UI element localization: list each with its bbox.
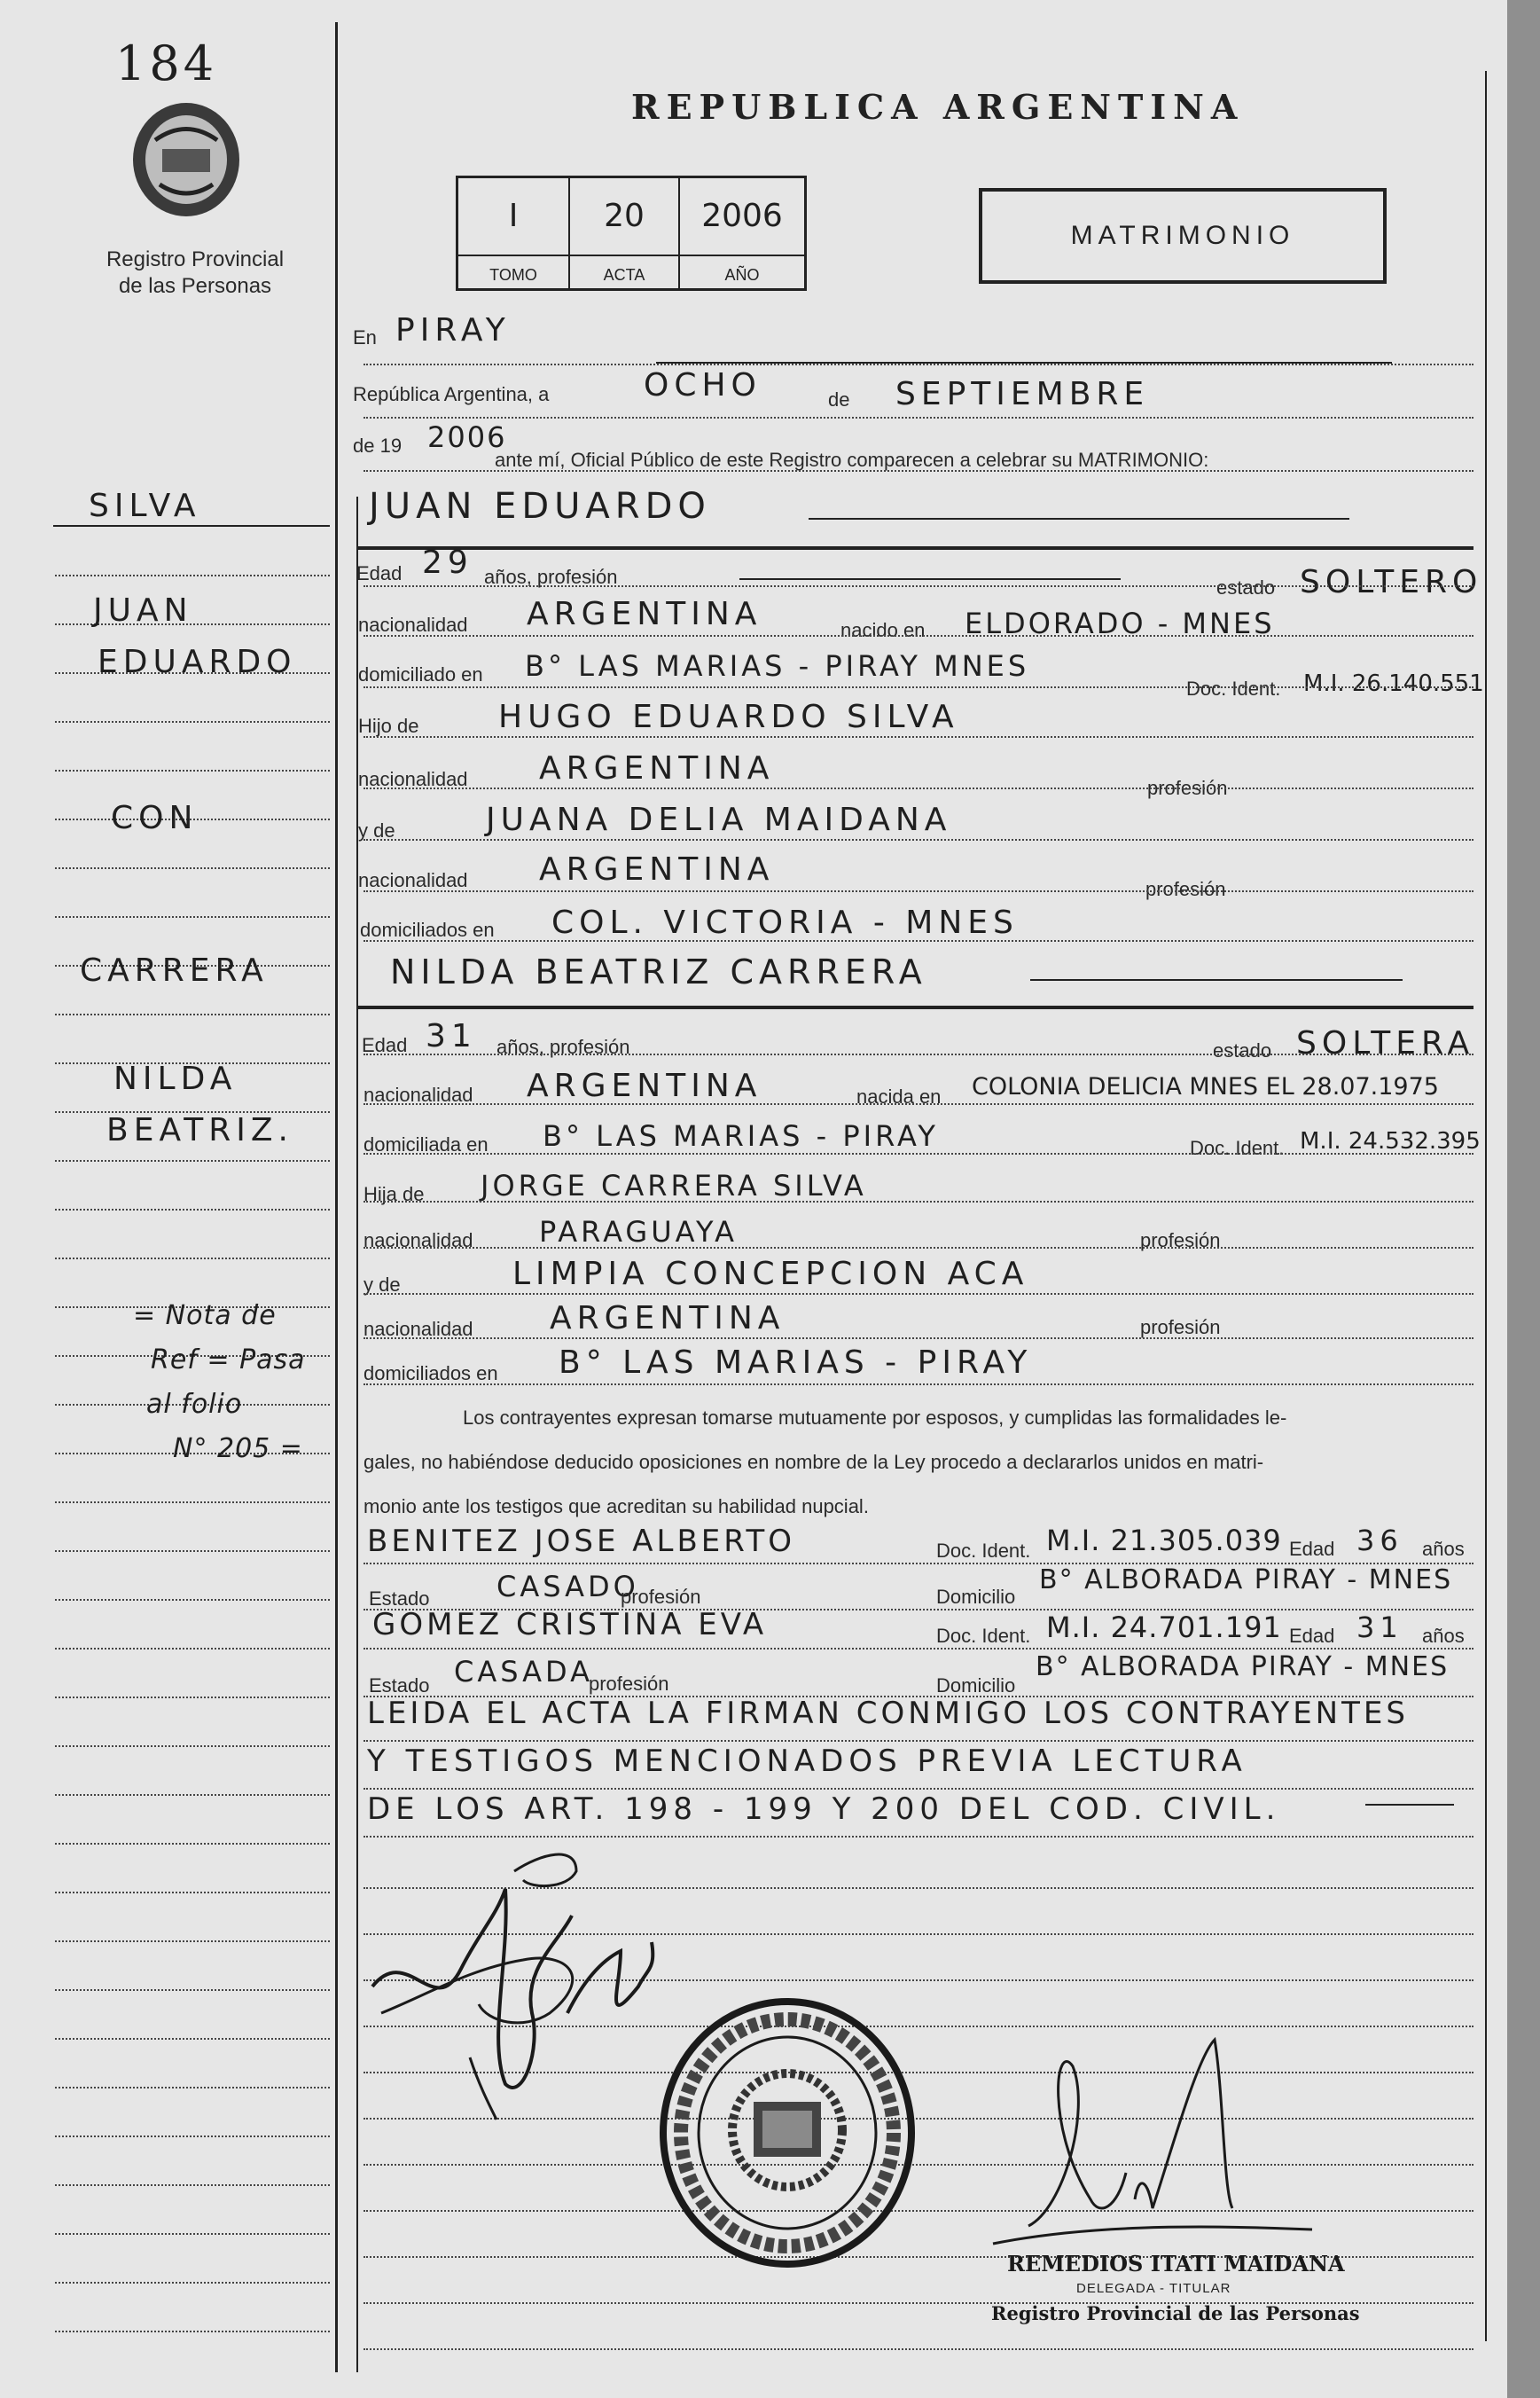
bride-nacionalidad: ARGENTINA xyxy=(527,1068,762,1104)
bride-madre-nac: ARGENTINA xyxy=(550,1300,786,1336)
witness-2-profesion-label: profesión xyxy=(589,1673,669,1695)
margin-note-3: al folio xyxy=(146,1389,243,1420)
margin-given-groom-1: JUAN xyxy=(93,592,193,629)
body-ruling-line xyxy=(364,1293,1474,1295)
margin-given-bride-1: NILDA xyxy=(113,1061,238,1097)
margin-ruling-line xyxy=(55,1745,330,1747)
bride-hija-label: Hija de xyxy=(364,1183,425,1205)
bride-estado: SOLTERA xyxy=(1296,1025,1475,1062)
margin-ruling-line xyxy=(55,1843,330,1845)
witness-1-edad: 36 xyxy=(1356,1524,1403,1557)
day-value: OCHO xyxy=(644,367,762,404)
groom-name: JUAN EDUARDO xyxy=(369,486,711,527)
bride-padre-nac-label: nacionalidad xyxy=(364,1229,473,1251)
official-signature xyxy=(958,2031,1330,2253)
groom-profesion-label: años, profesión xyxy=(484,566,618,588)
margin-ruling-line xyxy=(55,1648,330,1650)
contractants-signatures xyxy=(355,1836,674,2128)
bride-edad: 31 xyxy=(426,1018,477,1054)
body-ruling-line xyxy=(364,1247,1474,1249)
margin-connector: CON xyxy=(111,800,199,836)
margin-note-2: Ref = Pasa xyxy=(151,1344,306,1375)
margin-ruling-line xyxy=(55,2184,330,2186)
witness-2-estado-label: Estado xyxy=(369,1674,430,1697)
body-ruling-line xyxy=(364,364,1474,365)
bride-padres-domicilio: B° LAS MARIAS - PIRAY xyxy=(559,1344,1033,1381)
margin-ruling-line xyxy=(55,1892,330,1893)
republic-label: República Argentina, a xyxy=(353,383,550,405)
witness-1-anos-label: años xyxy=(1422,1538,1465,1560)
groom-domicilio-label: domiciliado en xyxy=(358,663,483,686)
bride-estado-label: estado xyxy=(1213,1039,1272,1062)
closing-dash xyxy=(1365,1804,1454,1806)
groom-estado: SOLTERO xyxy=(1300,564,1483,600)
body-ruling-line xyxy=(364,940,1474,942)
official-office: Registro Provincial de las Personas xyxy=(991,2302,1360,2324)
groom-estado-label: estado xyxy=(1216,576,1276,599)
margin-ruling-line xyxy=(55,2087,330,2088)
margin-ruling-line xyxy=(55,2038,330,2040)
body-ruling-line xyxy=(364,2348,1474,2350)
groom-padres-domicilio-label: domiciliados en xyxy=(360,919,495,941)
record-id-box xyxy=(456,176,807,291)
bride-edad-label: Edad xyxy=(362,1034,408,1056)
bride-madre-profesion-label: profesión xyxy=(1140,1316,1221,1338)
place-value: PIRAY xyxy=(395,312,511,349)
bride-doc: M.I. 24.532.395 xyxy=(1300,1128,1481,1155)
margin-note-4: N° 205 = xyxy=(173,1433,303,1464)
margin-ruling-line xyxy=(55,2282,330,2284)
year-value: 2006 xyxy=(427,420,507,454)
groom-nac-label: nacionalidad xyxy=(358,614,468,636)
official-role: DELEGADA - TITULAR xyxy=(1076,2281,1231,2296)
tomo-label: TOMO xyxy=(489,266,537,284)
document-type-box: MATRIMONIO xyxy=(979,188,1387,284)
groom-edad-label: Edad xyxy=(356,562,403,584)
official-stamp-icon xyxy=(654,1995,920,2270)
margin-ruling-line xyxy=(55,1258,330,1259)
bride-madre-nac-label: nacionalidad xyxy=(364,1318,473,1340)
label-divider xyxy=(458,255,804,256)
groom-madre-nac-label: nacionalidad xyxy=(358,869,468,891)
body-ruling-line xyxy=(364,788,1474,789)
declaration-line-1: Los contrayentes expresan tomarse mutuamente por esposos, y cumplidas las formalidades le- xyxy=(463,1407,1287,1429)
year-prefix: de 19 xyxy=(353,435,403,457)
margin-ruling-line xyxy=(55,1160,330,1162)
en-label: En xyxy=(353,326,377,349)
tomo-cell xyxy=(458,178,570,288)
body-ruling-line xyxy=(364,417,1474,419)
bride-madre: LIMPIA CONCEPCION ACA xyxy=(512,1256,1029,1292)
witness-2-domicilio: B° ALBORADA PIRAY - MNES xyxy=(1036,1651,1450,1682)
declaration-line-3: monio ante los testigos que acreditan su habilidad nupcial. xyxy=(364,1495,869,1517)
margin-ruling-line xyxy=(55,2233,330,2235)
month-value: SEPTIEMBRE xyxy=(895,376,1150,412)
groom-padre-nac: ARGENTINA xyxy=(539,750,775,787)
margin-ruling-line xyxy=(55,2135,330,2137)
groom-madre-nac: ARGENTINA xyxy=(539,851,775,888)
acta-cell xyxy=(570,178,680,288)
ano-label: AÑO xyxy=(724,266,760,284)
groom-madre: JUANA DELIA MAIDANA xyxy=(486,802,952,838)
acta-label: ACTA xyxy=(603,266,645,284)
groom-nacido-label: nacido en xyxy=(840,619,926,641)
section-rule xyxy=(358,546,1474,550)
bride-domicilio-label: domiciliada en xyxy=(364,1133,489,1156)
witness-2-edad-label: Edad xyxy=(1289,1625,1335,1647)
body-ruling-line xyxy=(364,686,1474,688)
folio-number: 184 xyxy=(115,35,218,91)
body-ruling-line xyxy=(364,1383,1474,1385)
declaration-line-2: gales, no habiéndose deducido oposiciones en nombre de la Ley procedo a declararlos unidos en matri- xyxy=(364,1451,1264,1473)
groom-nacionalidad: ARGENTINA xyxy=(527,596,762,632)
body-ruling-line xyxy=(364,470,1474,472)
margin-ruling-line xyxy=(55,1014,330,1015)
margin-ruling-line xyxy=(55,867,330,869)
groom-doc: M.I. 26.140.551 xyxy=(1303,670,1484,697)
tomo-value: I xyxy=(508,198,519,234)
bride-nacida-en: COLONIA DELICIA MNES EL 28.07.1975 xyxy=(972,1073,1439,1101)
witness-1-profesion-label: profesión xyxy=(621,1586,701,1608)
witness-1-estado: CASADO xyxy=(496,1570,639,1603)
groom-padre-profesion-label: profesión xyxy=(1147,777,1228,799)
bride-yde-label: y de xyxy=(364,1273,401,1296)
provincial-seal-icon xyxy=(129,96,244,220)
margin-ruling-line xyxy=(55,1550,330,1552)
intro-statement: ante mí, Oficial Público de este Registro comparecen a celebrar su MATRIMONIO: xyxy=(495,449,1209,471)
witness-1-name: BENITEZ JOSE ALBERTO xyxy=(367,1524,795,1559)
country-title: REPUBLICA ARGENTINA xyxy=(631,87,1245,127)
body-ruling-line xyxy=(364,1696,1474,1697)
body-right-rule xyxy=(1485,71,1487,2341)
groom-edad: 29 xyxy=(422,545,473,581)
section-rule xyxy=(358,1006,1474,1009)
bride-padre: JORGE CARRERA SILVA xyxy=(481,1169,867,1203)
closing-line-3: DE LOS ART. 198 - 199 Y 200 DEL COD. CIVIL. xyxy=(367,1791,1281,1827)
margin-ruling-line xyxy=(55,575,330,576)
groom-padres-domicilio: COL. VICTORIA - MNES xyxy=(551,905,1019,941)
body-ruling-line xyxy=(364,1337,1474,1339)
bride-padre-nac: PARAGUAYA xyxy=(539,1215,738,1249)
bride-profesion-label: años, profesión xyxy=(496,1036,630,1058)
bride-padres-domicilio-label: domiciliados en xyxy=(364,1362,498,1384)
bride-padre-profesion-label: profesión xyxy=(1140,1229,1221,1251)
witness-2-edad: 31 xyxy=(1356,1610,1403,1644)
body-ruling-line xyxy=(364,635,1474,637)
ano-value: 2006 xyxy=(701,198,783,234)
margin-separator xyxy=(335,22,338,2372)
body-ruling-line xyxy=(364,1103,1474,1105)
margin-ruling-line xyxy=(55,1794,330,1796)
margin-ruling-line xyxy=(55,1209,330,1211)
margin-ruling-line xyxy=(55,1697,330,1698)
margin-ruling-line xyxy=(55,1989,330,1991)
body-ruling-line xyxy=(364,585,1474,587)
margin-ruling-line xyxy=(55,916,330,918)
groom-madre-profesion-label: profesión xyxy=(1145,878,1226,900)
ano-cell xyxy=(680,178,804,288)
body-ruling-line xyxy=(364,890,1474,892)
margin-surname-bride: CARRERA xyxy=(80,952,269,989)
closing-line-1: LEIDA EL ACTA LA FIRMAN CONMIGO LOS CONTRAYENTES xyxy=(367,1696,1409,1731)
witness-2-domicilio-label: Domicilio xyxy=(936,1674,1016,1697)
month-de-label: de xyxy=(828,388,850,411)
witness-2-estado: CASADA xyxy=(454,1655,593,1689)
witness-1-doc: M.I. 21.305.039 xyxy=(1046,1524,1282,1557)
bride-domicilio: B° LAS MARIAS - PIRAY xyxy=(543,1119,939,1153)
witness-1-doc-label: Doc. Ident. xyxy=(936,1540,1031,1562)
margin-underline xyxy=(53,525,330,527)
official-name: REMEDIOS ITATI MAIDANA xyxy=(1007,2251,1345,2277)
registry-name: Registro Provincial de las Personas xyxy=(106,247,285,298)
margin-surname-groom: SILVA xyxy=(89,488,201,524)
bride-name: NILDA BEATRIZ CARRERA xyxy=(390,952,927,991)
groom-nacido-en: ELDORADO - MNES xyxy=(965,607,1275,640)
groom-hijo-label: Hijo de xyxy=(358,715,419,737)
body-ruling-line xyxy=(364,839,1474,841)
margin-ruling-line xyxy=(55,1501,330,1503)
body-ruling-line xyxy=(364,1788,1474,1790)
margin-ruling-line xyxy=(55,721,330,723)
groom-padre: HUGO EDUARDO SILVA xyxy=(498,699,959,735)
witness-2-name: GOMEZ CRISTINA EVA xyxy=(372,1607,768,1642)
margin-ruling-line xyxy=(55,2331,330,2332)
body-ruling-line xyxy=(364,1201,1474,1203)
fill-line xyxy=(809,518,1349,520)
margin-note-1: = Nota de xyxy=(133,1300,277,1331)
fill-line xyxy=(1030,979,1403,981)
groom-yde-label: y de xyxy=(358,819,395,842)
bride-nac-label: nacionalidad xyxy=(364,1084,473,1106)
margin-given-groom-2: EDUARDO xyxy=(98,644,297,680)
body-ruling-line xyxy=(364,1563,1474,1564)
body-ruling-line xyxy=(364,1648,1474,1650)
witness-2-anos-label: años xyxy=(1422,1625,1465,1647)
witness-2-doc-label: Doc. Ident. xyxy=(936,1625,1031,1647)
margin-ruling-line xyxy=(55,770,330,772)
groom-doc-label: Doc. Ident. xyxy=(1186,678,1281,700)
bride-nacida-label: nacida en xyxy=(856,1085,942,1108)
witness-1-domicilio-label: Domicilio xyxy=(936,1586,1016,1608)
groom-domicilio: B° LAS MARIAS - PIRAY MNES xyxy=(525,649,1030,683)
witness-1-estado-label: Estado xyxy=(369,1587,430,1610)
body-ruling-line xyxy=(364,1054,1474,1055)
margin-ruling-line xyxy=(55,1599,330,1601)
body-ruling-line xyxy=(364,1153,1474,1155)
body-ruling-line xyxy=(364,1740,1474,1742)
margin-given-bride-2: BEATRIZ. xyxy=(106,1112,294,1148)
body-ruling-line xyxy=(364,736,1474,738)
witness-1-edad-label: Edad xyxy=(1289,1538,1335,1560)
witness-1-domicilio: B° ALBORADA PIRAY - MNES xyxy=(1039,1564,1453,1595)
fill-line xyxy=(739,578,1121,580)
groom-padre-nac-label: nacionalidad xyxy=(358,768,468,790)
acta-value: 20 xyxy=(604,198,645,234)
witness-2-doc: M.I. 24.701.191 xyxy=(1046,1610,1282,1644)
bride-doc-label: Doc. Ident. xyxy=(1190,1137,1285,1159)
margin-ruling-line xyxy=(55,1940,330,1942)
body-ruling-line xyxy=(364,1609,1474,1610)
closing-line-2: Y TESTIGOS MENCIONADOS PREVIA LECTURA xyxy=(367,1744,1247,1779)
